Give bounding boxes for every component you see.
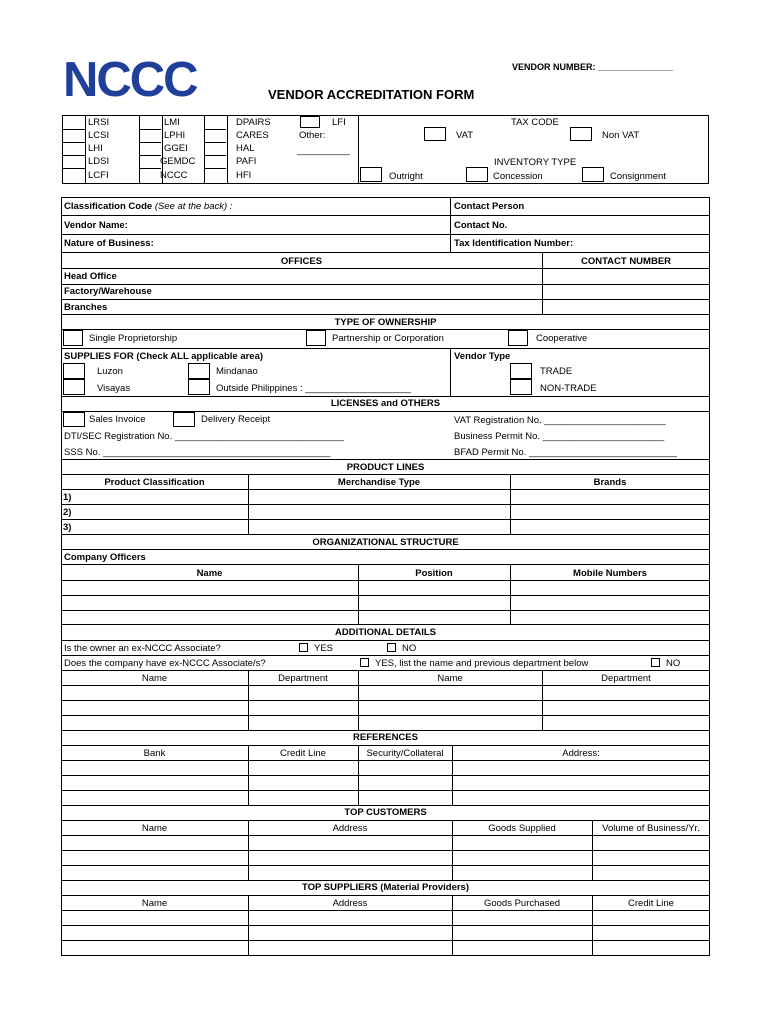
sales-invoice-checkbox[interactable] (63, 412, 85, 427)
dti-field[interactable]: DTI/SEC Registration No. ________________________________ (64, 431, 344, 442)
partnership-label: Partnership or Corporation (332, 333, 444, 344)
ownership-header: TYPE OF OWNERSHIP (334, 317, 437, 328)
goods-purchased-col: Goods Purchased (483, 898, 561, 909)
contact-person-label: Contact Person (454, 201, 525, 212)
additional-details-header: ADDITIONAL DETAILS (335, 627, 436, 638)
vat-checkbox[interactable] (424, 127, 446, 141)
owner-no-option[interactable]: NO (387, 643, 416, 654)
class-nccc[interactable]: NCCC (160, 170, 188, 181)
luzon-checkbox[interactable] (63, 363, 85, 379)
class-lhi[interactable]: LHI (88, 143, 103, 154)
vat-label: VAT (456, 130, 474, 141)
class-lcsi[interactable]: LCSI (88, 130, 110, 141)
associate-dept-col-1: Department (278, 673, 328, 684)
class-other: Other: (299, 130, 326, 141)
consignment-label: Consignment (610, 171, 666, 182)
concession-label: Concession (493, 171, 543, 182)
top-suppliers-header: TOP SUPPLIERS (Material Providers) (301, 882, 469, 893)
trade-label: TRADE (540, 366, 573, 377)
visayas-checkbox[interactable] (63, 379, 85, 395)
outright-checkbox[interactable] (360, 167, 382, 182)
supplier-credit-line-col: Credit Line (628, 898, 674, 909)
delivery-receipt-checkbox[interactable] (173, 412, 195, 427)
nature-of-business-label: Nature of Business: (64, 238, 154, 249)
ex-associate-owner-question: Is the owner an ex-NCCC Associate? (64, 643, 221, 654)
lfi-checkbox[interactable] (300, 116, 320, 128)
class-lmi[interactable]: LMI (164, 117, 180, 128)
class-lfi: LFI (332, 117, 346, 128)
owner-no-checkbox[interactable] (387, 643, 396, 652)
nccc-logo: NCCC (63, 53, 197, 107)
single-proprietorship-label: Single Proprietorship (89, 333, 178, 344)
company-yes-checkbox[interactable] (360, 658, 369, 667)
address-col: Address: (562, 748, 600, 759)
org-structure-header: ORGANIZATIONAL STRUCTURE (312, 537, 459, 548)
classification-code-label: Classification Code (See at the back) : (64, 201, 233, 212)
tin-label: Tax Identification Number: (454, 238, 574, 249)
associate-dept-col-2: Department (601, 673, 651, 684)
references-header: REFERENCES (353, 732, 418, 743)
business-permit-field[interactable]: Business Permit No. _______________________ (454, 431, 665, 442)
ex-associate-company-question: Does the company have ex-NCCC Associate/s? (64, 658, 266, 669)
nonvat-checkbox[interactable] (570, 127, 592, 141)
delivery-receipt-label: Delivery Receipt (201, 414, 271, 425)
visayas-label: Visayas (97, 383, 131, 394)
trade-checkbox[interactable] (510, 363, 532, 379)
class-other-line[interactable]: __________ (297, 145, 350, 156)
sss-field[interactable]: SSS No. ___________________________________________ (64, 447, 331, 458)
class-ldsi[interactable]: LDSI (88, 156, 110, 167)
bank-col: Bank (143, 748, 166, 759)
bfad-field[interactable]: BFAD Permit No. ____________________________ (454, 447, 677, 458)
sales-invoice-label: Sales Invoice (89, 414, 146, 425)
supplier-name-col: Name (141, 898, 168, 909)
company-yes-option[interactable]: YES, list the name and previous department below (360, 658, 588, 669)
supplies-for-header: SUPPLIES FOR (Check ALL applicable area) (64, 351, 264, 362)
consignment-checkbox[interactable] (582, 167, 604, 182)
supplier-address-col: Address (332, 898, 368, 909)
concession-checkbox[interactable] (466, 167, 488, 182)
class-lphi[interactable]: LPHI (164, 130, 186, 141)
associate-name-col-1: Name (141, 673, 168, 684)
branches-label: Branches (64, 302, 108, 313)
officer-position-col: Position (415, 568, 453, 579)
product-lines-header: PRODUCT LINES (346, 462, 425, 473)
brands-col: Brands (593, 477, 627, 488)
company-no-checkbox[interactable] (651, 658, 660, 667)
outside-ph-checkbox[interactable] (188, 379, 210, 395)
single-proprietorship-checkbox[interactable] (63, 330, 83, 346)
luzon-label: Luzon (97, 366, 123, 377)
vendor-type-header: Vendor Type (454, 351, 511, 362)
class-dpairs[interactable]: DPAIRS (236, 117, 271, 128)
nontrade-label: NON-TRADE (540, 383, 597, 394)
cooperative-label: Cooperative (536, 333, 588, 344)
owner-yes-option[interactable]: YES (299, 643, 333, 654)
owner-yes-checkbox[interactable] (299, 643, 308, 652)
officer-name-col: Name (196, 568, 223, 579)
vendor-number-field[interactable]: VENDOR NUMBER: _______________ (512, 62, 674, 72)
product-row-2: 2) (63, 507, 72, 518)
partnership-checkbox[interactable] (306, 330, 326, 346)
cooperative-checkbox[interactable] (508, 330, 528, 346)
class-lrsi[interactable]: LRSI (88, 117, 110, 128)
officer-mobile-col: Mobile Numbers (573, 568, 647, 579)
head-office-label: Head Office (64, 271, 117, 282)
class-gemdc[interactable]: GEMDC (160, 156, 196, 167)
licenses-header: LICENSES and OTHERS (330, 398, 441, 409)
nontrade-checkbox[interactable] (510, 379, 532, 395)
contact-number-header: CONTACT NUMBER (580, 256, 672, 267)
factory-label: Factory/Warehouse (64, 286, 152, 297)
outright-label: Outright (389, 171, 423, 182)
inventory-type-title: INVENTORY TYPE (494, 157, 577, 168)
offices-header: OFFICES (280, 256, 323, 267)
top-customers-header: TOP CUSTOMERS (344, 807, 427, 818)
associate-name-col-2: Name (437, 673, 463, 684)
tax-code-title: TAX CODE (511, 117, 559, 128)
vendor-name-label: Vendor Name: (64, 220, 128, 231)
product-row-3: 3) (63, 522, 72, 533)
class-ggei[interactable]: GGEI (164, 143, 188, 154)
company-officers-label: Company Officers (64, 552, 146, 563)
class-pafi[interactable]: PAFI (236, 156, 257, 167)
outside-ph-label: Outside Philippines : ____________________ (216, 383, 411, 394)
merchandise-type-col: Merchandise Type (337, 477, 421, 488)
customer-name-col: Name (141, 823, 168, 834)
volume-col: Volume of Business/Yr. (602, 823, 700, 834)
class-hal[interactable]: HAL (236, 143, 255, 154)
class-hfi[interactable]: HFI (236, 170, 252, 181)
security-col: Security/Collateral (366, 748, 444, 759)
customer-address-col: Address (332, 823, 368, 834)
class-lcfi[interactable]: LCFI (88, 170, 109, 181)
product-classification-col: Product Classification (104, 477, 205, 488)
mindanao-label: Mindanao (216, 366, 258, 377)
company-no-option[interactable]: NO (651, 658, 680, 669)
product-row-1: 1) (63, 492, 72, 503)
goods-supplied-col: Goods Supplied (488, 823, 556, 834)
form-title: VENDOR ACCREDITATION FORM (268, 87, 475, 102)
class-cares[interactable]: CARES (236, 130, 269, 141)
contact-no-label: Contact No. (454, 220, 508, 231)
nonvat-label: Non VAT (602, 130, 640, 141)
vat-reg-field[interactable]: VAT Registration No. _______________________ (454, 415, 666, 426)
mindanao-checkbox[interactable] (188, 363, 210, 379)
credit-line-col: Credit Line (280, 748, 326, 759)
